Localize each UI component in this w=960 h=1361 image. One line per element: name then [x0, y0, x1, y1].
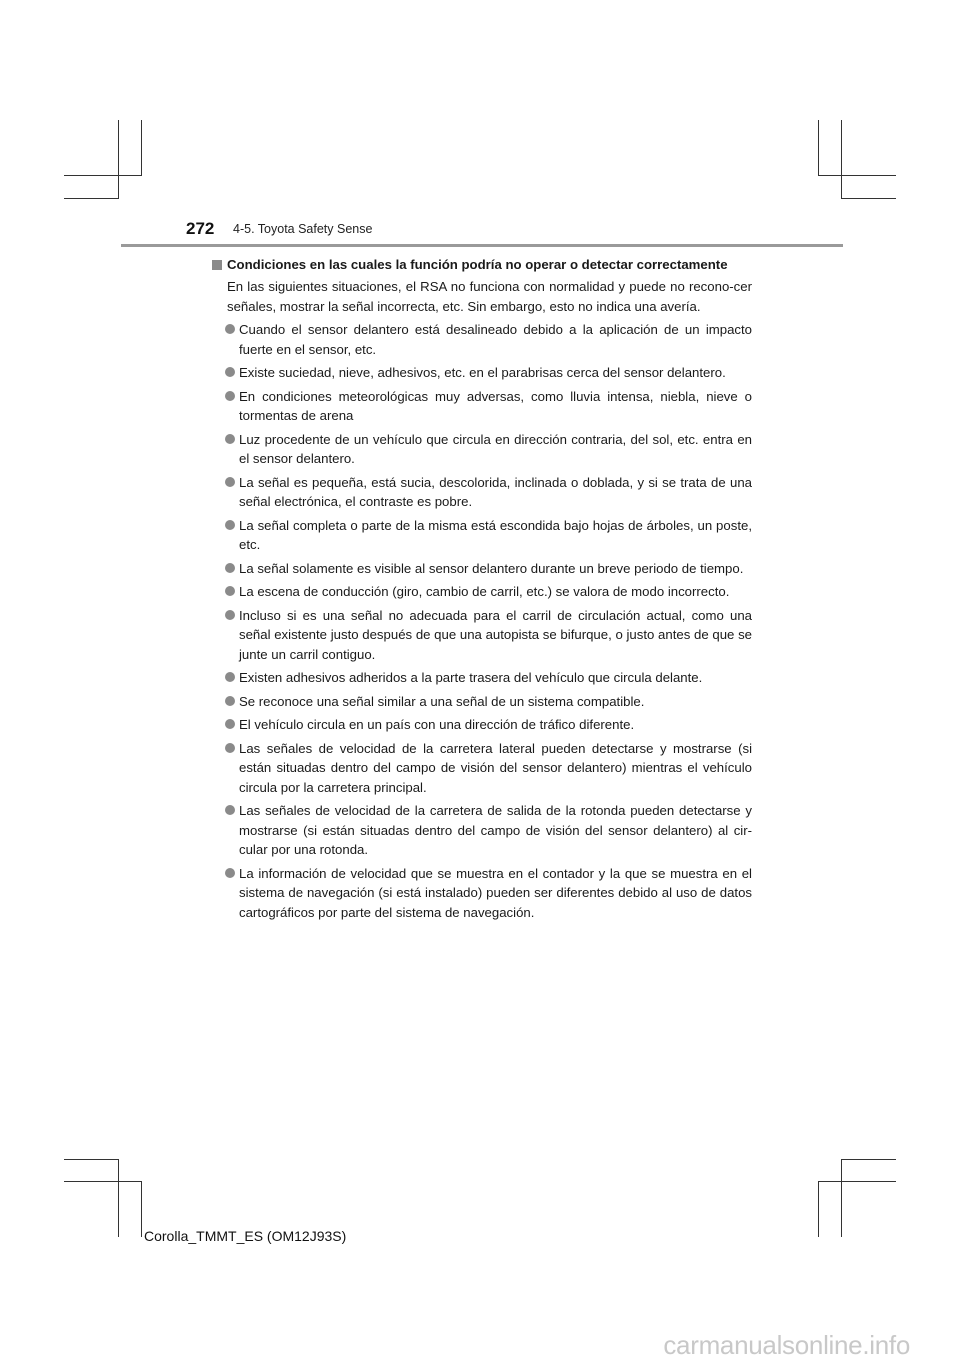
circle-bullet-icon — [225, 610, 235, 620]
circle-bullet-icon — [225, 563, 235, 573]
list-item-text: Las señales de velocidad de la carretera lateral pueden detectarse y mostrarse (si están situadas dentro del campo de visión del sensor delantero) mientras el vehículo circula por la carretera principal. — [239, 740, 752, 795]
list-item — [211, 801, 752, 860]
circle-bullet-icon — [225, 868, 235, 878]
list-item — [211, 692, 752, 712]
circle-bullet-icon — [225, 586, 235, 596]
list-item-text: En condiciones meteorológicas muy adversas, como lluvia intensa, niebla, nieve o tormentas de arena — [239, 388, 752, 423]
circle-bullet-icon — [225, 520, 235, 530]
list-item — [211, 864, 752, 923]
list-item — [211, 363, 752, 383]
page-number: 272 — [186, 219, 215, 238]
circle-bullet-icon — [225, 367, 235, 377]
list-item — [211, 387, 752, 426]
list-item-text: Luz procedente de un vehículo que circula en dirección contraria, del sol, etc. entra en el sensor delantero. — [239, 431, 752, 466]
list-item-text: Incluso si es una señal no adecuada para el carril de circulación actual, como una señal existente justo después de que una autopista se bifurque, o justo antes de que se junte un carril contiguo. — [239, 607, 752, 662]
crop-mark-top-left — [64, 198, 119, 199]
list-item — [211, 516, 752, 555]
crop-mark-top-left — [64, 175, 142, 176]
crop-mark-top-right — [818, 175, 896, 176]
list-item — [211, 715, 752, 735]
circle-bullet-icon — [225, 672, 235, 682]
circle-bullet-icon — [225, 696, 235, 706]
list-item — [211, 320, 752, 359]
list-item-text: Cuando el sensor delantero está desalineado debido a la aplicación de un impacto fuerte en el sensor, etc. — [239, 322, 752, 357]
list-item — [211, 668, 752, 688]
list-item — [211, 430, 752, 469]
circle-bullet-icon — [225, 434, 235, 444]
list-item-text: Existe suciedad, nieve, adhesivos, etc. en el parabrisas cerca del sensor delantero. — [239, 365, 726, 380]
list-item — [211, 559, 752, 579]
crop-mark-bottom-left — [118, 1159, 119, 1237]
section-heading — [211, 255, 752, 274]
list-item — [211, 739, 752, 798]
footer-doc-id: Corolla_TMMT_ES (OM12J93S) — [144, 1228, 347, 1244]
condition-list — [211, 320, 752, 922]
square-bullet-icon — [212, 260, 222, 270]
list-item-text: La señal solamente es visible al sensor delantero durante un breve periodo de tiempo. — [239, 560, 744, 576]
circle-bullet-icon — [225, 391, 235, 401]
list-item-text: La información de velocidad que se muestra en el contador y la que se muestra en el sistema de navegación (si está instalado) pueden ser diferentes debido al uso de datos cartográficos por parte del sistema de navegación. — [239, 865, 752, 920]
list-item-text: Las señales de velocidad de la carretera de salida de la rotonda pueden detectarse y mostrarse (si están situadas dentro del campo de visión del sensor delantero) al cir-cular por una rotonda. — [239, 803, 752, 857]
list-item-text: Existen adhesivos adheridos a la parte trasera del vehículo que circula delante. — [239, 670, 703, 685]
section-heading-text: Condiciones en las cuales la función podría no operar o detectar correctamente — [227, 257, 728, 272]
crop-mark-top-right — [841, 198, 896, 199]
watermark: carmanualsonline.info — [663, 1330, 910, 1360]
list-item-text: La escena de conducción (giro, cambio de carril, etc.) se valora de modo incorrecto. — [239, 584, 730, 599]
list-item-text: El vehículo circula en un país con una dirección de tráfico diferente. — [239, 717, 635, 732]
circle-bullet-icon — [225, 719, 235, 729]
content — [211, 255, 752, 926]
list-item-text: Se reconoce una señal similar a una señal de un sistema compatible. — [239, 693, 645, 709]
crop-mark-top-left — [141, 120, 142, 176]
crop-mark-bottom-right — [841, 1159, 896, 1160]
intro-paragraph: En las siguientes situaciones, el RSA no funciona con normalidad y puede no recono-cer señales, mostrar la señal incorrecta, etc. Sin embargo, esto no indica una avería. — [227, 279, 752, 314]
crop-mark-bottom-right — [818, 1181, 896, 1182]
header-divider — [121, 244, 843, 247]
crop-mark-bottom-left — [64, 1159, 119, 1160]
crop-mark-bottom-left — [141, 1181, 142, 1237]
section-title: 4-5. Toyota Safety Sense — [233, 222, 373, 236]
list-item — [211, 582, 752, 602]
crop-mark-bottom-right — [841, 1159, 842, 1237]
list-item-text: La señal es pequeña, está sucia, descolorida, inclinada o doblada, y si se trata de una señal electrónica, el contraste es pobre. — [239, 474, 752, 509]
circle-bullet-icon — [225, 805, 235, 815]
list-item — [211, 606, 752, 665]
crop-mark-bottom-left — [64, 1181, 142, 1182]
circle-bullet-icon — [225, 324, 235, 334]
list-item-text: La señal completa o parte de la misma está escondida bajo hojas de árboles, un poste, etc. — [239, 517, 752, 552]
crop-mark-top-right — [841, 120, 842, 198]
crop-mark-bottom-right — [818, 1181, 819, 1237]
circle-bullet-icon — [225, 743, 235, 753]
circle-bullet-icon — [225, 477, 235, 487]
crop-mark-top-left — [118, 120, 119, 198]
list-item — [211, 473, 752, 512]
crop-mark-top-right — [818, 120, 819, 176]
